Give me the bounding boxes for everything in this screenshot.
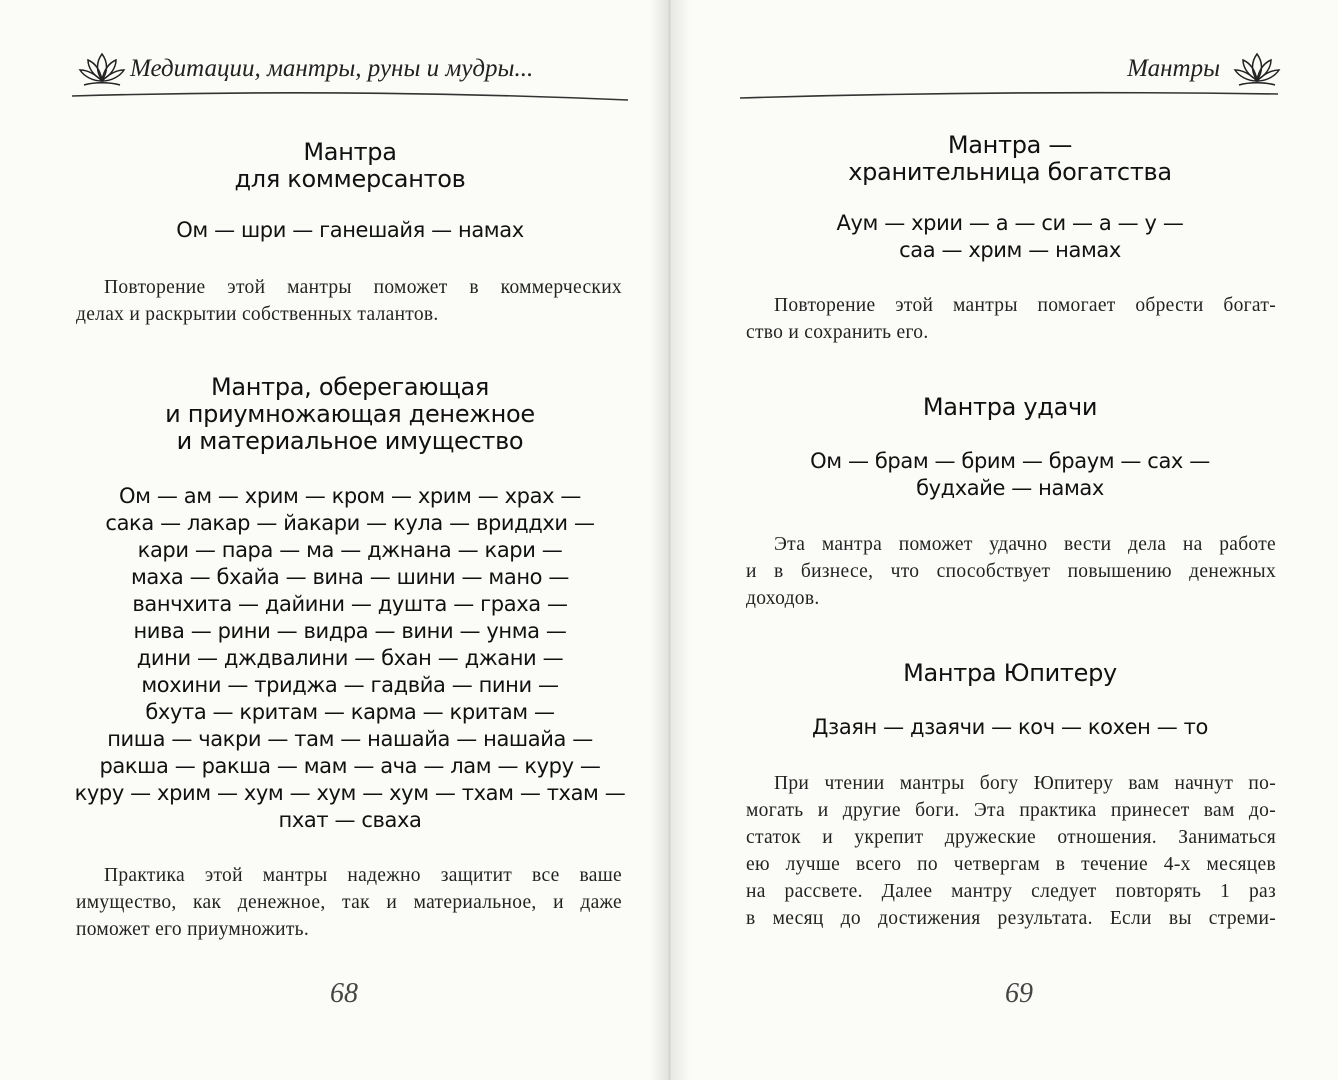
mantra-line: дини — дждвалини — бхан — джани — — [136, 646, 564, 670]
text-line: поможет его приумножить. — [76, 919, 310, 940]
text-line: Практика этой мантры надежно защитит все ваше — [104, 865, 622, 886]
title-line: Мантра удачи — [922, 393, 1098, 421]
text-line: в месяц до достижения результата. Если вы стреми- — [746, 908, 1276, 929]
page-number: 68 — [330, 978, 358, 1009]
paragraph — [76, 274, 622, 328]
title-line: хранительница богатства — [848, 158, 1172, 186]
mantra-line: Аум — хрии — а — си — а — у — — [836, 211, 1184, 235]
mantra-line: Ом — ам — хрим — кром — хрим — храх — — [119, 484, 581, 508]
title-line: и приумножающая денежное — [165, 400, 535, 428]
text-line: доходов. — [746, 588, 820, 609]
text-line: ство и сохранить его. — [746, 322, 929, 343]
title-line: Мантра, оберегающая — [210, 373, 490, 401]
paragraph — [746, 531, 1276, 612]
section-title — [800, 660, 1220, 687]
mantra-line: маха — бхайа — вина — шини — мано — — [130, 565, 569, 589]
right-page — [670, 0, 1338, 1080]
mantra-line: Дзаян — дзаячи — коч — кохен — то — [812, 715, 1208, 739]
mantra-line: ракша — ракша — мам — ача — лам — куру — — [99, 754, 601, 778]
mantra-line: саа — хрим — намах — [899, 238, 1121, 262]
mantra-text — [60, 483, 640, 834]
page-number: 69 — [1005, 978, 1033, 1009]
text-line: Эта мантра поможет удачно вести дела на работе — [774, 534, 1276, 555]
text-line: Повторение этой мантры помогает обрести богат- — [774, 295, 1276, 316]
mantra-line: пхат — сваха — [278, 808, 422, 832]
mantra-text — [150, 217, 550, 244]
text-line: могать и другие боги. Эта практика принесет вам до- — [746, 800, 1276, 821]
title-line: для коммерсантов — [234, 165, 466, 193]
running-head: Мантры — [1127, 55, 1220, 82]
mantra-line: кари — пара — ма — джнана — кари — — [137, 538, 563, 562]
section-title — [170, 139, 530, 193]
mantra-text — [800, 210, 1220, 264]
mantra-line: мохини — триджа — гадвйа — пини — — [141, 673, 559, 697]
title-line: и материальное имущество — [176, 427, 524, 455]
mantra-line: сака — лакар — йакари — кула — вриддхи — — [105, 511, 595, 535]
mantra-line: будхайе — намах — [916, 476, 1104, 500]
mantra-text — [800, 448, 1220, 502]
mantra-line: пиша — чакри — там — нашайа — нашайа — — [107, 727, 593, 751]
header-rule — [72, 86, 628, 104]
text-line: Повторение этой мантры поможет в коммерческих — [104, 277, 622, 298]
header-rule — [740, 86, 1278, 104]
book-gutter — [650, 0, 690, 1080]
text-line: делах и раскрытии собственных талантов. — [76, 304, 439, 325]
section-title — [110, 374, 590, 455]
title-line: Мантра Юпитеру — [903, 659, 1117, 687]
mantra-line: Ом — шри — ганешайя — намах — [176, 218, 524, 242]
mantra-line: Ом — брам — брим — браум — сах — — [810, 449, 1210, 473]
text-line: статок и укрепит дружеские отношения. Заниматься — [746, 827, 1276, 848]
paragraph — [746, 292, 1276, 346]
text-line: ею лучше всего по четвергам в течение 4-х месяцев — [746, 854, 1276, 875]
mantra-text — [800, 714, 1220, 741]
paragraph — [76, 862, 622, 943]
mantra-line: ванчхита — дайини — душта — граха — — [132, 592, 568, 616]
paragraph — [746, 770, 1276, 932]
mantra-line: бхута — критам — карма — критам — — [145, 700, 555, 724]
mantra-line: нива — рини — видра — вини — унма — — [133, 619, 567, 643]
section-title — [800, 394, 1220, 421]
section-title — [800, 132, 1220, 186]
text-line: имущество, как денежное, так и материальное, и даже — [76, 892, 622, 913]
text-line: и в бизнесе, что способствует повышению денежных — [746, 561, 1276, 582]
running-head: Медитации, мантры, руны и мудры... — [130, 55, 534, 82]
title-line: Мантра — [303, 138, 397, 166]
left-page — [0, 0, 668, 1080]
text-line: При чтении мантры богу Юпитеру вам начнут по- — [774, 773, 1276, 794]
title-line: Мантра — — [947, 131, 1073, 159]
text-line: на рассвете. Далее мантру следует повторять 1 раз — [746, 881, 1276, 902]
mantra-line: куру — хрим — хум — хум — хум — тхам — тхам — — [74, 781, 626, 805]
